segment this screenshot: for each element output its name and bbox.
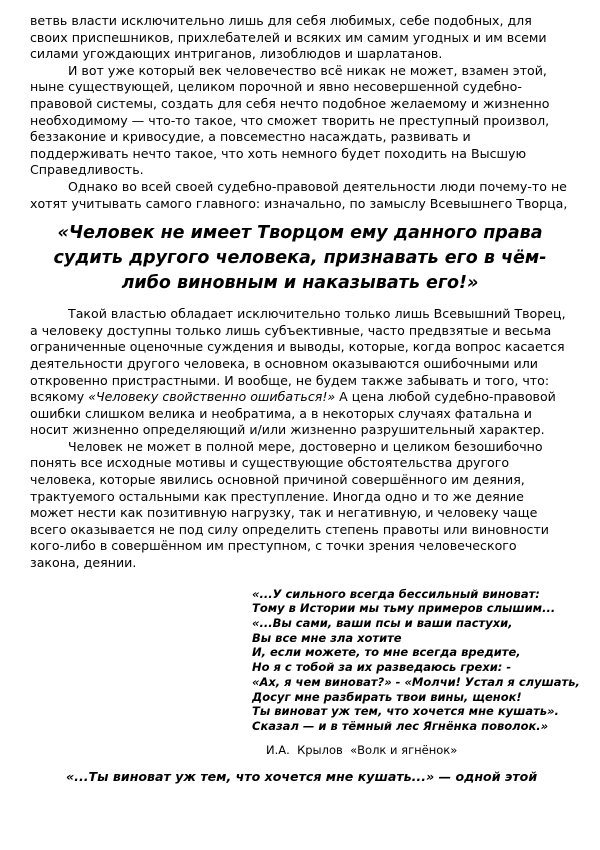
- closing-tail: — одной этой: [434, 768, 538, 784]
- poem-attribution: И.А. Крылов «Волк и ягнёнок»: [266, 742, 458, 757]
- poem-line: И, если можете, то мне всегда вредите,: [252, 645, 521, 660]
- paragraph: Однако во всей своей судебно-правовой деятельности люди почему-то не хотят учитывать самого главного: изначально, по замыслу Всевышнего Творца,: [30, 178, 568, 211]
- closing-quote: «...Ты виноват уж тем, что хочется мне кушать...»: [66, 768, 435, 784]
- poem-line: Сказал — и в тёмный лес Ягнёнка поволок.»: [252, 718, 549, 733]
- poem-line: «Ах, я чем виноват?» - «Молчи! Устал я слушать,: [252, 674, 580, 689]
- poem-block: [252, 586, 580, 734]
- page-body: [30, 13, 580, 785]
- poem-line: Ты виноват уж тем, что хочется мне кушать».: [252, 704, 559, 719]
- poem-line: «...Вы сами, ваши псы и ваши пастухи,: [252, 616, 513, 631]
- poem-line: Вы все мне зла хотите: [252, 630, 402, 645]
- closing-line: [30, 769, 570, 786]
- emphasized-quote: «Человек не имеет Творцом ему данного права судить другого человека, признавать его в чём-либо виновным и наказывать его!»: [53, 223, 547, 294]
- paragraph-continuation: ветвь власти исключительно лишь для себя любимых, себе подобных, для своих приспешников, прихлебателей и всяких им самим угодных и им всеми силами угождающих интриганов, лизоблюдов и шарлатанов.: [30, 13, 547, 62]
- paragraph: [30, 306, 570, 439]
- poem-line: «...У сильного всегда бессильный виноват:: [252, 586, 540, 601]
- poem-line: Но я с тобой за их разведаюсь грехи: -: [252, 660, 512, 675]
- paragraph: И вот уже который век человечество всё никак не может, взамен этой, ныне существующей, целиком порочной и явно несовершенной судебно-правовой системы, создать для себя нечто подобное желаемому и жизненно необходимому — что-то такое, что сможет творить не преступный произвол, беззаконие и кривосудие, а повсеместно насаждать, развивать и поддерживать нечто такое, что хоть немного будет походить на Высшую Справедливость.: [30, 62, 550, 178]
- poem-line: Досуг мне разбирать твои вины, щенок!: [252, 689, 522, 704]
- paragraph-text: Такой властью обладает исключительно только лишь Всевышний Творец, а человеку доступны только лишь субъективные, часто предвзятые и весьма ограниченные оценочные суждения и выводы, которые, когда вопрос касается деятельности другого человека, в основном оказываются ошибочными или откровенно пристрастными. И вообще, не будем также забывать и того, что: всякому: [30, 306, 566, 405]
- paragraph-text: А цена любой судебно-правовой ошибки слишком велика и необратима, а в некоторых случаях фатальна и носит жизненно определяющий и/или жизненно разрушительный характер.: [30, 389, 556, 438]
- paragraph: Человек не может в полной мере, достоверно и целиком безошибочно понять все исходные мотивы и существующие обстоятельства другого человека, которые явились основной причиной совершённого им деяния, трактуемого остальными как преступление. Иногда одно и то же деяние может нести как позитивную нагрузку, так и негативную, и человеку чаще всего оказывается не под силу определить степень правоты или виновности кого-либо в совершённом им преступном, с точки зрения человеческого закона, деянии.: [30, 438, 549, 571]
- poem-line: Тому в Истории мы тьму примеров слышим...: [252, 601, 556, 616]
- inline-emphasis: «Человеку свойственно ошибаться!»: [88, 389, 336, 405]
